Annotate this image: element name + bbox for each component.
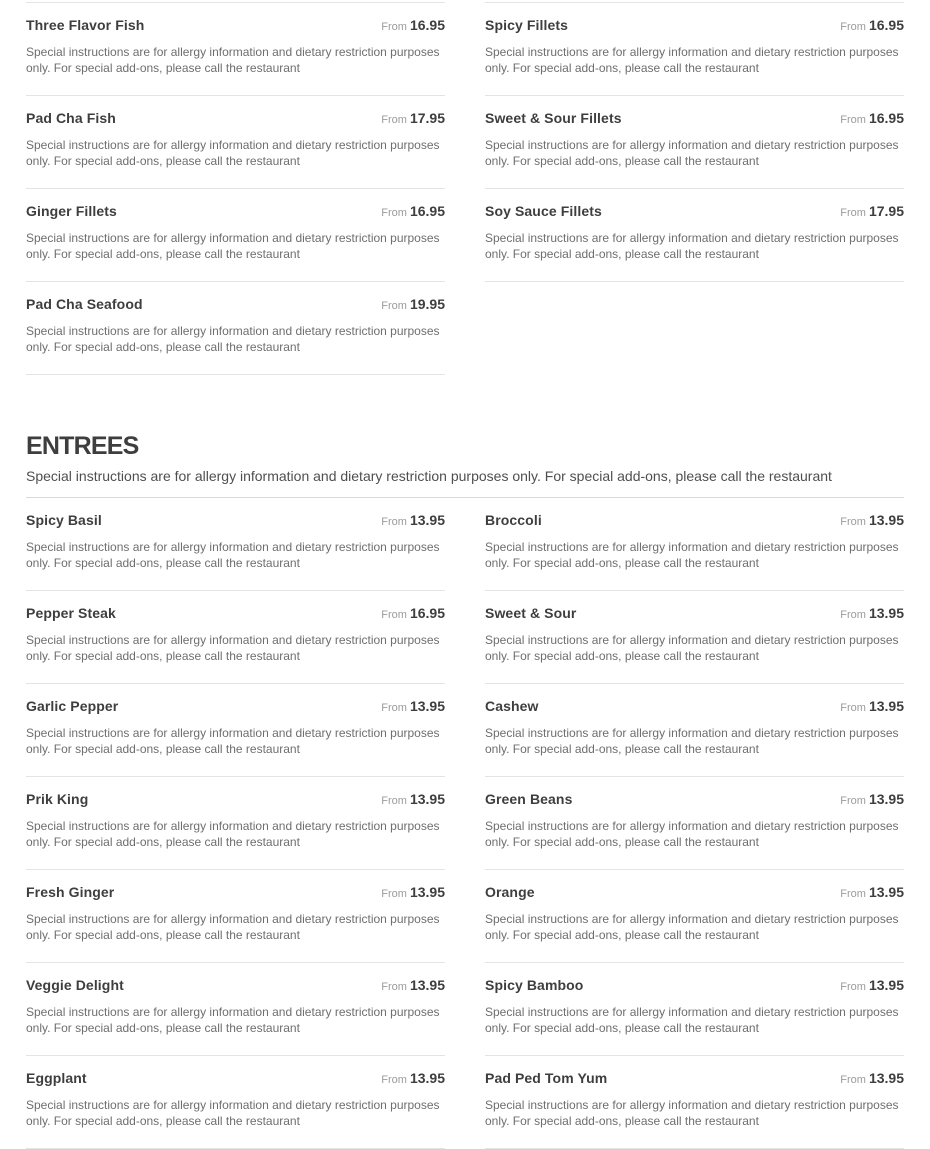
price-amount: 13.95	[868, 698, 904, 714]
menu-item-description: Special instructions are for allergy information and dietary restriction purposes only. For special add-ons, please call the restaurant	[26, 324, 440, 354]
menu-item-name: Prik King	[26, 791, 89, 807]
menu-item-description: Special instructions are for allergy information and dietary restriction purposes only. For special add-ons, please call the restaurant	[26, 138, 440, 168]
menu-item-price	[381, 202, 445, 223]
menu-item-description: Special instructions are for allergy information and dietary restriction purposes only. For special add-ons, please call the restaurant	[485, 1098, 899, 1128]
menu-item-description: Special instructions are for allergy information and dietary restriction purposes only. For special add-ons, please call the restaurant	[26, 231, 440, 261]
menu-item-header	[26, 16, 445, 37]
menu-item-description: Special instructions are for allergy information and dietary restriction purposes only. For special add-ons, please call the restaurant	[485, 633, 899, 663]
menu-item-name: Fresh Ginger	[26, 884, 115, 900]
menu-item[interactable]	[485, 189, 904, 282]
menu-item-header	[485, 604, 904, 625]
price-amount: 13.95	[868, 791, 904, 807]
menu-item-price	[381, 976, 445, 997]
menu-item[interactable]	[26, 2, 445, 96]
menu-item-name: Ginger Fillets	[26, 203, 117, 219]
menu-item-name: Eggplant	[26, 1070, 87, 1086]
menu-item-header	[26, 295, 445, 316]
menu-item-header	[485, 109, 904, 130]
menu-item[interactable]	[485, 2, 904, 96]
menu-item-description: Special instructions are for allergy information and dietary restriction purposes only. For special add-ons, please call the restaurant	[26, 633, 440, 663]
price-from-label: From	[381, 21, 407, 33]
price-from-label: From	[381, 702, 407, 714]
price-amount: 13.95	[868, 605, 904, 621]
menu-item-name: Pad Cha Seafood	[26, 296, 143, 312]
menu-item-price	[381, 790, 445, 811]
menu-item-header	[26, 883, 445, 904]
price-amount: 13.95	[409, 698, 445, 714]
price-from-label: From	[840, 888, 866, 900]
menu-item-description: Special instructions are for allergy information and dietary restriction purposes only. For special add-ons, please call the restaurant	[485, 540, 899, 570]
menu-item-price	[840, 1069, 904, 1090]
price-from-label: From	[381, 981, 407, 993]
menu-item-price	[381, 1069, 445, 1090]
menu-item-description: Special instructions are for allergy information and dietary restriction purposes only. For special add-ons, please call the restaurant	[26, 1098, 440, 1128]
price-amount: 17.95	[868, 203, 904, 219]
price-amount: 16.95	[868, 110, 904, 126]
price-amount: 13.95	[409, 512, 445, 528]
menu-item-grid	[26, 498, 904, 1149]
menu-item-description: Special instructions are for allergy information and dietary restriction purposes only. For special add-ons, please call the restaurant	[485, 912, 899, 942]
menu-item[interactable]	[485, 777, 904, 870]
price-amount: 13.95	[409, 1070, 445, 1086]
price-from-label: From	[840, 609, 866, 621]
menu-item-header	[485, 883, 904, 904]
menu-item-name: Garlic Pepper	[26, 698, 119, 714]
menu-item-description: Special instructions are for allergy information and dietary restriction purposes only. For special add-ons, please call the restaurant	[26, 726, 440, 756]
price-from-label: From	[381, 609, 407, 621]
menu-item-name: Spicy Fillets	[485, 17, 568, 33]
price-amount: 16.95	[409, 203, 445, 219]
menu-item-price	[381, 295, 445, 316]
section-header	[26, 433, 904, 498]
menu-item-name: Pad Ped Tom Yum	[485, 1070, 608, 1086]
menu-item-price	[840, 604, 904, 625]
menu-item-price	[840, 511, 904, 532]
menu-item-name: Pepper Steak	[26, 605, 116, 621]
price-amount: 13.95	[409, 791, 445, 807]
menu-item-price	[381, 883, 445, 904]
menu-item[interactable]	[26, 963, 445, 1056]
menu-item-header	[26, 511, 445, 532]
menu-item-name: Three Flavor Fish	[26, 17, 145, 33]
price-amount: 16.95	[868, 17, 904, 33]
menu-item-description: Special instructions are for allergy information and dietary restriction purposes only. For special add-ons, please call the restaurant	[26, 819, 440, 849]
menu-item-name: Pad Cha Fish	[26, 110, 116, 126]
price-amount: 13.95	[868, 512, 904, 528]
menu-item[interactable]	[485, 498, 904, 591]
menu-item-price	[381, 16, 445, 37]
menu-item[interactable]	[26, 1056, 445, 1149]
menu-item-name: Soy Sauce Fillets	[485, 203, 602, 219]
menu-item-description: Special instructions are for allergy information and dietary restriction purposes only. For special add-ons, please call the restaurant	[485, 231, 899, 261]
menu-item-header	[26, 976, 445, 997]
menu-item-price	[840, 109, 904, 130]
menu-item-description: Special instructions are for allergy information and dietary restriction purposes only. For special add-ons, please call the restaurant	[485, 1005, 899, 1035]
price-amount: 19.95	[409, 296, 445, 312]
menu-item-name: Orange	[485, 884, 535, 900]
price-from-label: From	[381, 207, 407, 219]
price-from-label: From	[840, 702, 866, 714]
menu-item[interactable]	[26, 684, 445, 777]
menu-item-price	[840, 790, 904, 811]
price-from-label: From	[381, 300, 407, 312]
menu-item-header	[26, 604, 445, 625]
menu-item[interactable]	[26, 777, 445, 870]
menu-item-header	[26, 790, 445, 811]
price-from-label: From	[840, 1074, 866, 1086]
menu-item-price	[840, 976, 904, 997]
menu-item[interactable]	[485, 96, 904, 189]
menu-item-name: Sweet & Sour Fillets	[485, 110, 622, 126]
price-from-label: From	[381, 516, 407, 528]
menu-item-name: Spicy Basil	[26, 512, 102, 528]
menu-item[interactable]	[485, 591, 904, 684]
menu-item-price	[840, 202, 904, 223]
menu-item-description: Special instructions are for allergy information and dietary restriction purposes only. For special add-ons, please call the restaurant	[485, 138, 899, 168]
price-amount: 13.95	[409, 977, 445, 993]
menu-item-name: Green Beans	[485, 791, 573, 807]
section-title: ENTREES	[26, 432, 139, 460]
price-amount: 17.95	[409, 110, 445, 126]
menu-item[interactable]	[26, 498, 445, 591]
menu-page	[0, 2, 930, 1149]
menu-item-header	[26, 202, 445, 223]
menu-item-description: Special instructions are for allergy information and dietary restriction purposes only. For special add-ons, please call the restaurant	[485, 819, 899, 849]
price-from-label: From	[840, 795, 866, 807]
menu-item[interactable]	[485, 870, 904, 963]
menu-item-header	[485, 16, 904, 37]
price-amount: 16.95	[409, 17, 445, 33]
menu-item[interactable]	[26, 189, 445, 282]
menu-item-header	[485, 202, 904, 223]
menu-item-header	[485, 976, 904, 997]
menu-item-description: Special instructions are for allergy information and dietary restriction purposes only. For special add-ons, please call the restaurant	[26, 912, 440, 942]
price-from-label: From	[381, 114, 407, 126]
menu-item-name: Spicy Bamboo	[485, 977, 584, 993]
menu-item-price	[381, 604, 445, 625]
menu-item-header	[485, 1069, 904, 1090]
menu-item-header	[485, 511, 904, 532]
menu-item[interactable]	[485, 1056, 904, 1149]
price-from-label: From	[840, 21, 866, 33]
menu-item-name: Sweet & Sour	[485, 605, 577, 621]
price-from-label: From	[840, 114, 866, 126]
price-from-label: From	[840, 207, 866, 219]
price-amount: 13.95	[868, 1070, 904, 1086]
price-from-label: From	[381, 795, 407, 807]
menu-section-fish-specials	[26, 2, 904, 375]
menu-section-entrees	[26, 433, 904, 1149]
menu-item-description: Special instructions are for allergy information and dietary restriction purposes only. For special add-ons, please call the restaurant	[485, 45, 899, 75]
section-subtitle: Special instructions are for allergy information and dietary restriction purposes only. For special add-ons, please call the restaurant	[26, 468, 832, 484]
menu-item-description: Special instructions are for allergy information and dietary restriction purposes only. For special add-ons, please call the restaurant	[26, 45, 440, 75]
price-from-label: From	[381, 1074, 407, 1086]
menu-item-header	[485, 697, 904, 718]
menu-item-price	[840, 16, 904, 37]
price-from-label: From	[381, 888, 407, 900]
menu-item-description: Special instructions are for allergy information and dietary restriction purposes only. For special add-ons, please call the restaurant	[26, 540, 440, 570]
menu-item-name: Broccoli	[485, 512, 542, 528]
menu-item-name: Cashew	[485, 698, 539, 714]
menu-item[interactable]	[485, 684, 904, 777]
menu-item[interactable]	[26, 282, 445, 375]
menu-item[interactable]	[485, 963, 904, 1056]
price-from-label: From	[840, 981, 866, 993]
menu-item-header	[26, 109, 445, 130]
menu-item-header	[26, 697, 445, 718]
price-amount: 16.95	[409, 605, 445, 621]
menu-item-grid	[26, 2, 904, 375]
price-amount: 13.95	[409, 884, 445, 900]
menu-item[interactable]	[26, 870, 445, 963]
price-amount: 13.95	[868, 884, 904, 900]
menu-item-header	[26, 1069, 445, 1090]
menu-item[interactable]	[26, 591, 445, 684]
menu-item-price	[840, 697, 904, 718]
menu-item-description: Special instructions are for allergy information and dietary restriction purposes only. For special add-ons, please call the restaurant	[485, 726, 899, 756]
price-amount: 13.95	[868, 977, 904, 993]
menu-item-price	[840, 883, 904, 904]
menu-item[interactable]	[26, 96, 445, 189]
menu-item-name: Veggie Delight	[26, 977, 124, 993]
price-from-label: From	[840, 516, 866, 528]
menu-item-price	[381, 109, 445, 130]
menu-item-price	[381, 511, 445, 532]
menu-item-header	[485, 790, 904, 811]
menu-item-description: Special instructions are for allergy information and dietary restriction purposes only. For special add-ons, please call the restaurant	[26, 1005, 440, 1035]
menu-item-price	[381, 697, 445, 718]
